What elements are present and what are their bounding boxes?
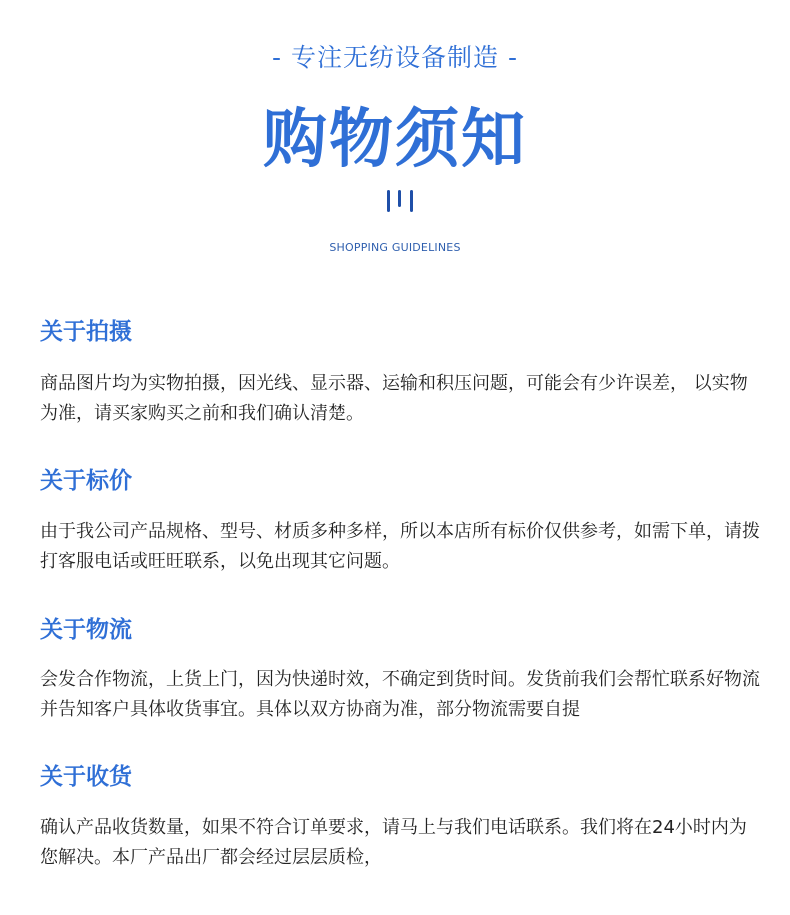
section-photography xyxy=(40,317,760,429)
divider-bar xyxy=(410,190,413,212)
divider-bar xyxy=(387,190,390,212)
section-pricing xyxy=(40,466,760,577)
section-body: 商品图片均为实物拍摄，因光线、显示器、运输和积压问题，可能会有少许误差， 以实物为准，请买家购买之前和我们确认清楚。 xyxy=(40,373,748,424)
section-heading: 关于收货 xyxy=(40,764,132,790)
divider-bars-icon xyxy=(385,188,417,212)
tagline: - 专注无纺设备制造 - xyxy=(272,43,518,72)
section-heading: 关于物流 xyxy=(40,617,132,643)
section-body: 会发合作物流，上货上门，因为快递时效，不确定到货时间。发货前我们会帮忙联系好物流并告知客户具体收货事宜。具体以双方协商为准，部分物流需要自提 xyxy=(40,669,760,720)
section-heading: 关于拍摄 xyxy=(40,319,132,345)
section-logistics xyxy=(40,615,760,725)
divider-bar xyxy=(398,190,401,207)
page-subtitle: SHOPPING GUIDELINES xyxy=(329,241,461,254)
section-body: 确认产品收货数量，如果不符合订单要求，请马上与我们电话联系。我们将在24小时内为您解决。本厂产品出厂都会经过层层质检， xyxy=(40,817,747,868)
section-receiving xyxy=(40,762,760,873)
page-title: 购物须知 xyxy=(263,103,527,177)
section-body: 由于我公司产品规格、型号、材质多种多样，所以本店所有标价仅供参考，如需下单，请拨打客服电话或旺旺联系，以免出现其它问题。 xyxy=(40,521,760,572)
section-heading: 关于标价 xyxy=(40,468,132,494)
